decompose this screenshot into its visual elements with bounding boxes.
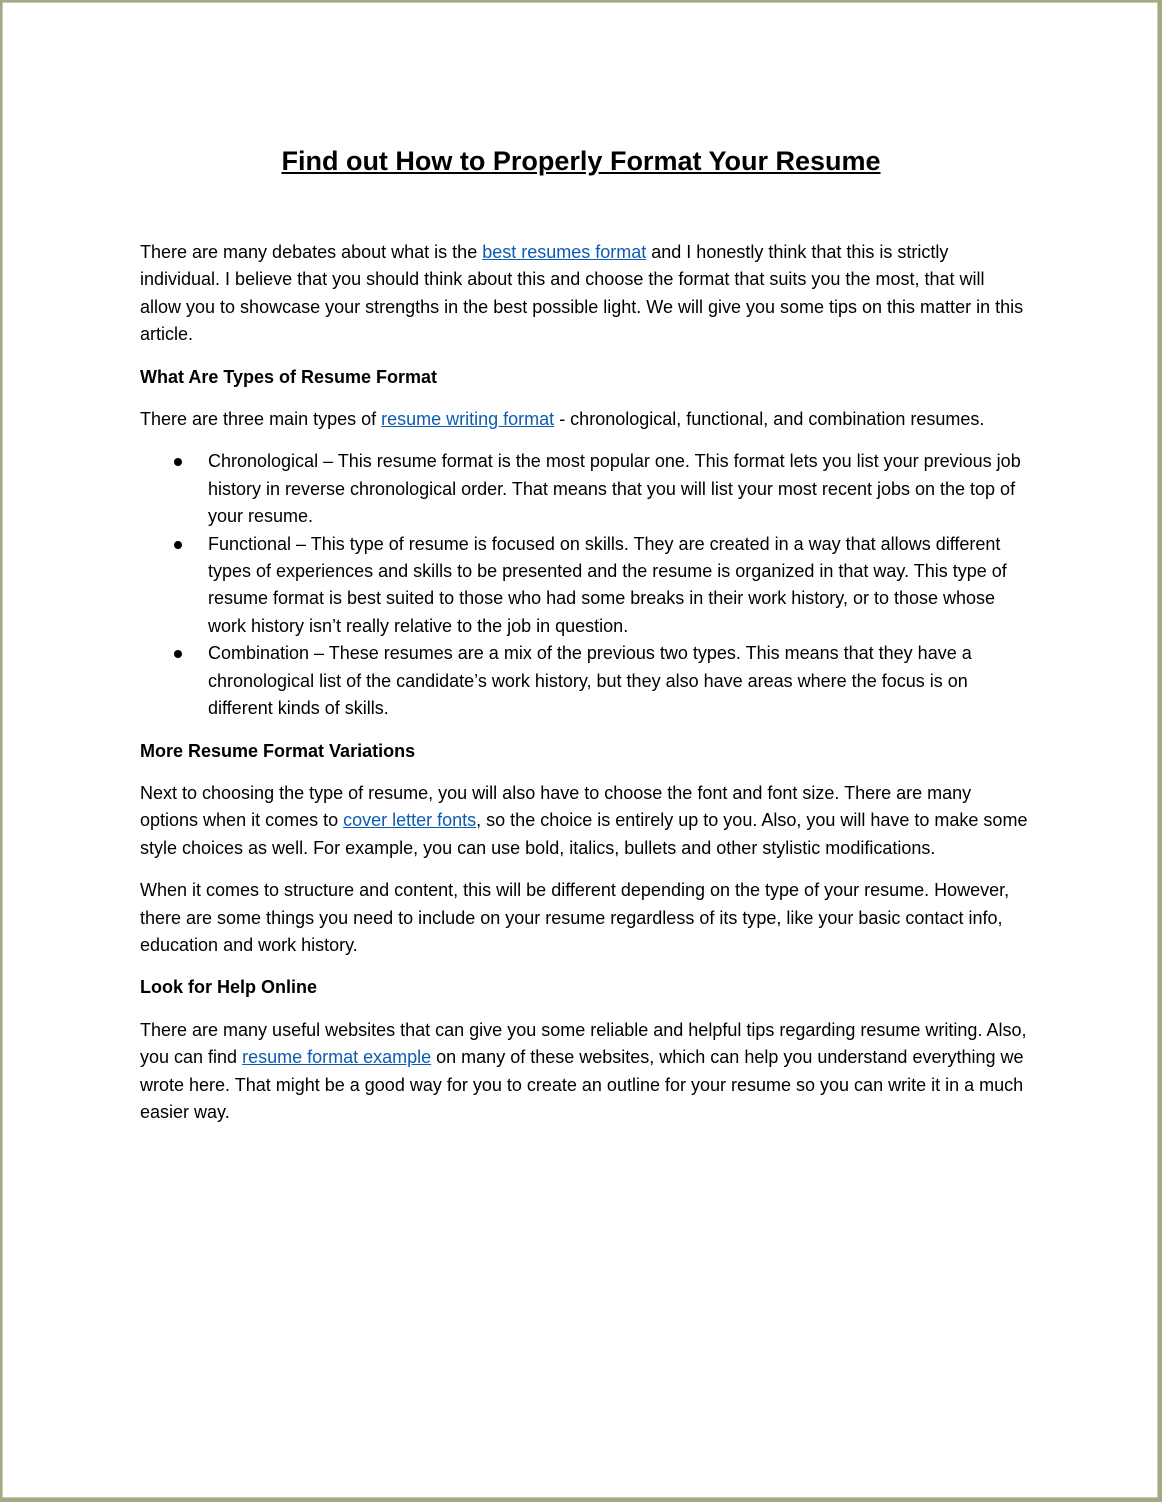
resume-format-example-link[interactable]: resume format example (242, 1047, 432, 1068)
intro-text-end: and I honestly think that this is strictly individual. I believe that you should think about this and choose the format that suits you the most, that will allow you to showcase your strengths in the best possible light. We will give you some tips on this matter in this article. (140, 242, 1024, 345)
list-item-chronological (208, 448, 1030, 530)
section-heading-types: What Are Types of Resume Format (140, 366, 438, 387)
types-text-end: - chronological, functional, and combination resumes. (554, 409, 985, 430)
fonts-text-start: Next to choosing the type of resume, you will also have to choose the font and font size. There are many options when it comes to (140, 782, 972, 831)
page-title: Find out How to Properly Format Your Resume (281, 146, 881, 176)
list-item-functional (208, 531, 1030, 641)
types-paragraph (140, 406, 1030, 433)
types-text-start: There are three main types of (140, 409, 382, 430)
list-item-text: Combination – These resumes are a mix of the previous two types. This means that they have a chronological list of the candidate’s work history, but they also have areas where the focus is on different kinds of skills. (208, 643, 972, 719)
help-text-end: on many of these websites, which can help you understand everything we wrote here. That might be a good way for you to create an outline for your resume so you can write it in a much easier way. (140, 1047, 1024, 1122)
article-body (140, 239, 1030, 1141)
bullet-icon (174, 650, 182, 658)
help-text-start: There are many useful websites that can give you some reliable and helpful tips regarding resume writing. Also, you can find (140, 1019, 1027, 1068)
resume-types-list (140, 448, 1030, 722)
bullet-icon (174, 541, 182, 549)
fonts-paragraph (140, 780, 1030, 862)
resume-writing-format-link[interactable]: resume writing format (381, 409, 555, 430)
document-page (2, 2, 1158, 1498)
structure-paragraph: When it comes to structure and content, this will be different depending on the type of your resume. However, there are some things you need to include on your resume regardless of its type, like your basic contact info, education and work history. (140, 880, 1010, 955)
section-heading-help: Look for Help Online (140, 977, 318, 998)
intro-text-start: There are many debates about what is the (140, 242, 483, 262)
cover-letter-fonts-link[interactable]: cover letter fonts (343, 810, 477, 831)
bullet-icon (174, 458, 182, 466)
section-heading-variations: More Resume Format Variations (140, 740, 416, 761)
list-item-text: Chronological – This resume format is the most popular one. This format lets you list your previous job history in reverse chronological order. That means that you will list your most recent jobs on the top of your resume. (208, 451, 1021, 527)
intro-paragraph (140, 239, 1030, 349)
best-resumes-format-link[interactable]: best resumes format (482, 242, 647, 262)
list-item-text: Functional – This type of resume is focused on skills. They are created in a way that allows different types of experiences and skills to be presented and the resume is organized in that way. This type of resume format is best suited to those who had some breaks in their work history, or to those whose work history isn’t really relative to the job in question. (208, 533, 1007, 636)
help-paragraph (140, 1017, 1030, 1127)
list-item-combination (208, 640, 1030, 722)
fonts-text-end: , so the choice is entirely up to you. Also, you will have to make some style choices as well. For example, you can use bold, italics, bullets and other stylistic modifications. (140, 810, 1028, 858)
